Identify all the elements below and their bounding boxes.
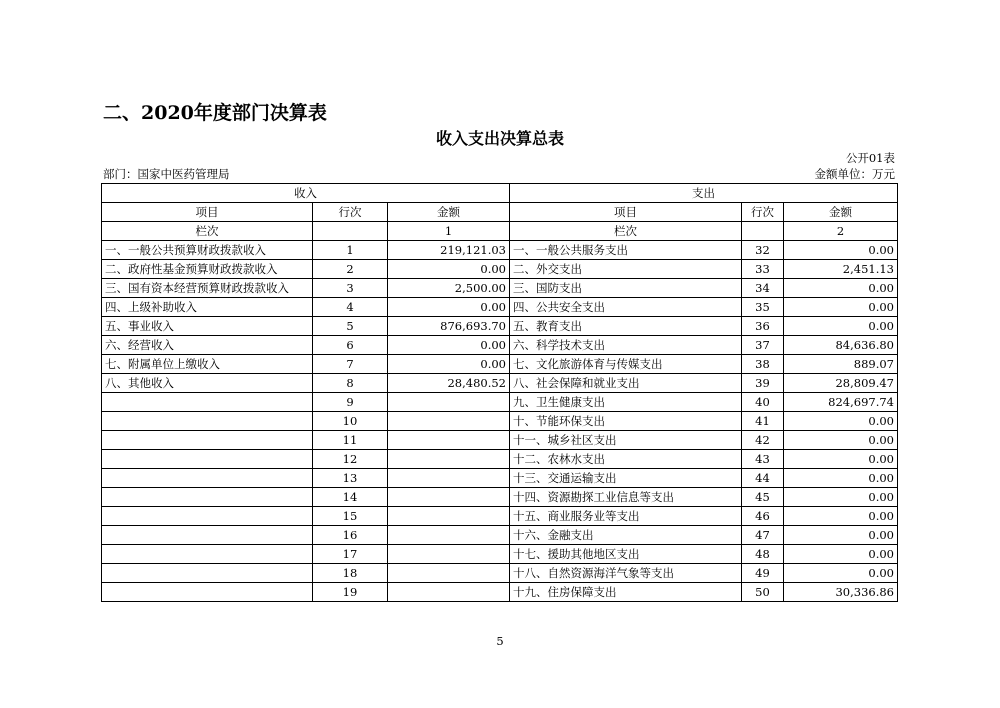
income-amount-cell — [388, 545, 510, 564]
expense-row-no-cell: 42 — [742, 431, 784, 450]
expense-item-cell: 十七、援助其他地区支出 — [510, 545, 742, 564]
expense-item-cell: 四、公共安全支出 — [510, 298, 742, 317]
expense-row-no-cell: 41 — [742, 412, 784, 431]
table-row — [102, 450, 898, 469]
expense-amount-cell: 0.00 — [784, 545, 898, 564]
income-row-no-cell: 6 — [313, 336, 388, 355]
table-row — [102, 431, 898, 450]
table-row — [102, 393, 898, 412]
income-row-no-cell: 3 — [313, 279, 388, 298]
expense-row-no-cell: 37 — [742, 336, 784, 355]
expense-amount-cell: 0.00 — [784, 298, 898, 317]
table-row — [102, 355, 898, 374]
income-amount-cell: 0.00 — [388, 260, 510, 279]
expense-item-cell: 十、节能环保支出 — [510, 412, 742, 431]
expense-item-cell: 九、卫生健康支出 — [510, 393, 742, 412]
expense-amount-cell: 0.00 — [784, 507, 898, 526]
expense-amount-cell: 0.00 — [784, 412, 898, 431]
expense-row-no-cell: 44 — [742, 469, 784, 488]
expense-row-no-cell: 35 — [742, 298, 784, 317]
group-header-row — [102, 184, 898, 203]
income-row-no-cell: 11 — [313, 431, 388, 450]
expense-row-no-cell: 32 — [742, 241, 784, 260]
income-item-cell — [102, 507, 313, 526]
income-item-cell — [102, 545, 313, 564]
table-row — [102, 279, 898, 298]
income-expense-table — [101, 183, 898, 602]
page-number: 5 — [496, 634, 504, 648]
expense-amount-cell: 0.00 — [784, 564, 898, 583]
income-row-no-cell: 18 — [313, 564, 388, 583]
expense-amount-cell: 28,809.47 — [784, 374, 898, 393]
income-item-cell: 三、国有资本经营预算财政拨款收入 — [102, 279, 313, 298]
table-row — [102, 374, 898, 393]
income-item-cell — [102, 431, 313, 450]
income-amount-cell: 876,693.70 — [388, 317, 510, 336]
expense-row-no-header: 行次 — [742, 203, 784, 222]
income-item-cell: 四、上级补助收入 — [102, 298, 313, 317]
table-row — [102, 260, 898, 279]
income-item-cell — [102, 564, 313, 583]
expense-item-cell: 十五、商业服务业等支出 — [510, 507, 742, 526]
income-amount-cell — [388, 507, 510, 526]
table-row — [102, 583, 898, 602]
expense-amount-cell: 84,636.80 — [784, 336, 898, 355]
table-row — [102, 564, 898, 583]
income-row-no-cell: 19 — [313, 583, 388, 602]
expense-amount-cell: 0.00 — [784, 431, 898, 450]
income-item-header: 项目 — [102, 203, 313, 222]
expense-amount-cell: 0.00 — [784, 279, 898, 298]
table-row — [102, 545, 898, 564]
income-item-cell: 一、一般公共预算财政拨款收入 — [102, 241, 313, 260]
expense-row-no-cell: 47 — [742, 526, 784, 545]
expense-item-cell: 十一、城乡社区支出 — [510, 431, 742, 450]
expense-row-no-cell: 46 — [742, 507, 784, 526]
expense-item-cell: 三、国防支出 — [510, 279, 742, 298]
expense-amount-cell: 0.00 — [784, 450, 898, 469]
table-row — [102, 336, 898, 355]
income-amount-cell — [388, 469, 510, 488]
table-title: 收入支出决算总表 — [435, 129, 564, 148]
income-amount-cell: 219,121.03 — [388, 241, 510, 260]
form-code: 公开01表 — [845, 151, 895, 165]
expense-amount-cell: 0.00 — [784, 317, 898, 336]
income-amount-header: 金额 — [388, 203, 510, 222]
income-amount-cell — [388, 393, 510, 412]
income-row-no-cell: 9 — [313, 393, 388, 412]
expense-amount-cell: 0.00 — [784, 488, 898, 507]
income-amount-cell — [388, 583, 510, 602]
expense-row-no-cell: 49 — [742, 564, 784, 583]
expense-item-cell: 六、科学技术支出 — [510, 336, 742, 355]
expense-group-header: 支出 — [510, 184, 898, 203]
expense-amount-cell: 2,451.13 — [784, 260, 898, 279]
table-row — [102, 526, 898, 545]
expense-row-no-cell: 50 — [742, 583, 784, 602]
expense-row-no-cell: 48 — [742, 545, 784, 564]
income-row-no-cell: 17 — [313, 545, 388, 564]
income-item-cell — [102, 583, 313, 602]
income-amount-cell — [388, 488, 510, 507]
table-row — [102, 241, 898, 260]
table-row — [102, 507, 898, 526]
table-row — [102, 317, 898, 336]
income-item-cell — [102, 469, 313, 488]
expense-item-cell: 十二、农林水支出 — [510, 450, 742, 469]
table-row — [102, 298, 898, 317]
income-row-no-cell: 5 — [313, 317, 388, 336]
expense-amount-cell: 0.00 — [784, 469, 898, 488]
expense-column-label: 栏次 — [510, 222, 742, 241]
expense-amount-cell: 824,697.74 — [784, 393, 898, 412]
column-header-row — [102, 203, 898, 222]
income-row-no-cell: 15 — [313, 507, 388, 526]
income-item-cell: 八、其他收入 — [102, 374, 313, 393]
expense-column-label-blank — [742, 222, 784, 241]
table-row — [102, 469, 898, 488]
expense-column-no: 2 — [784, 222, 898, 241]
expense-row-no-cell: 38 — [742, 355, 784, 374]
section-heading: 二、2020年度部门决算表 — [103, 102, 327, 124]
income-amount-cell — [388, 431, 510, 450]
income-amount-cell — [388, 450, 510, 469]
expense-row-no-cell: 39 — [742, 374, 784, 393]
expense-amount-header: 金额 — [784, 203, 898, 222]
income-amount-cell — [388, 564, 510, 583]
income-group-header: 收入 — [102, 184, 510, 203]
income-column-label-blank — [313, 222, 388, 241]
income-row-no-cell: 16 — [313, 526, 388, 545]
unit-label: 金额单位：万元 — [814, 167, 895, 181]
expense-item-cell: 十六、金融支出 — [510, 526, 742, 545]
expense-item-header: 项目 — [510, 203, 742, 222]
expense-row-no-cell: 34 — [742, 279, 784, 298]
income-item-cell: 二、政府性基金预算财政拨款收入 — [102, 260, 313, 279]
table-row — [102, 488, 898, 507]
income-item-cell: 五、事业收入 — [102, 317, 313, 336]
expense-item-cell: 十三、交通运输支出 — [510, 469, 742, 488]
expense-amount-cell: 30,336.86 — [784, 583, 898, 602]
income-item-cell — [102, 488, 313, 507]
expense-row-no-cell: 33 — [742, 260, 784, 279]
department-label: 部门：国家中医药管理局 — [103, 167, 230, 181]
income-column-label: 栏次 — [102, 222, 313, 241]
income-amount-cell — [388, 412, 510, 431]
table-row — [102, 412, 898, 431]
expense-item-cell: 五、教育支出 — [510, 317, 742, 336]
expense-amount-cell: 0.00 — [784, 241, 898, 260]
income-item-cell — [102, 393, 313, 412]
income-item-cell — [102, 526, 313, 545]
income-item-cell — [102, 450, 313, 469]
expense-row-no-cell: 43 — [742, 450, 784, 469]
income-item-cell: 六、经营收入 — [102, 336, 313, 355]
expense-item-cell: 二、外交支出 — [510, 260, 742, 279]
income-amount-cell: 2,500.00 — [388, 279, 510, 298]
income-item-cell: 七、附属单位上缴收入 — [102, 355, 313, 374]
income-row-no-cell: 8 — [313, 374, 388, 393]
income-row-no-header: 行次 — [313, 203, 388, 222]
income-row-no-cell: 13 — [313, 469, 388, 488]
income-amount-cell: 28,480.52 — [388, 374, 510, 393]
income-row-no-cell: 12 — [313, 450, 388, 469]
expense-item-cell: 十四、资源勘探工业信息等支出 — [510, 488, 742, 507]
expense-amount-cell: 889.07 — [784, 355, 898, 374]
income-row-no-cell: 2 — [313, 260, 388, 279]
expense-row-no-cell: 36 — [742, 317, 784, 336]
expense-item-cell: 十九、住房保障支出 — [510, 583, 742, 602]
expense-item-cell: 七、文化旅游体育与传媒支出 — [510, 355, 742, 374]
income-amount-cell — [388, 526, 510, 545]
income-row-no-cell: 14 — [313, 488, 388, 507]
income-amount-cell: 0.00 — [388, 336, 510, 355]
income-row-no-cell: 7 — [313, 355, 388, 374]
expense-item-cell: 八、社会保障和就业支出 — [510, 374, 742, 393]
income-row-no-cell: 4 — [313, 298, 388, 317]
income-amount-cell: 0.00 — [388, 298, 510, 317]
income-amount-cell: 0.00 — [388, 355, 510, 374]
expense-item-cell: 一、一般公共服务支出 — [510, 241, 742, 260]
column-label-row — [102, 222, 898, 241]
expense-amount-cell: 0.00 — [784, 526, 898, 545]
expense-item-cell: 十八、自然资源海洋气象等支出 — [510, 564, 742, 583]
income-column-no: 1 — [388, 222, 510, 241]
expense-row-no-cell: 40 — [742, 393, 784, 412]
expense-row-no-cell: 45 — [742, 488, 784, 507]
income-row-no-cell: 10 — [313, 412, 388, 431]
table-body — [102, 184, 898, 602]
income-item-cell — [102, 412, 313, 431]
income-row-no-cell: 1 — [313, 241, 388, 260]
